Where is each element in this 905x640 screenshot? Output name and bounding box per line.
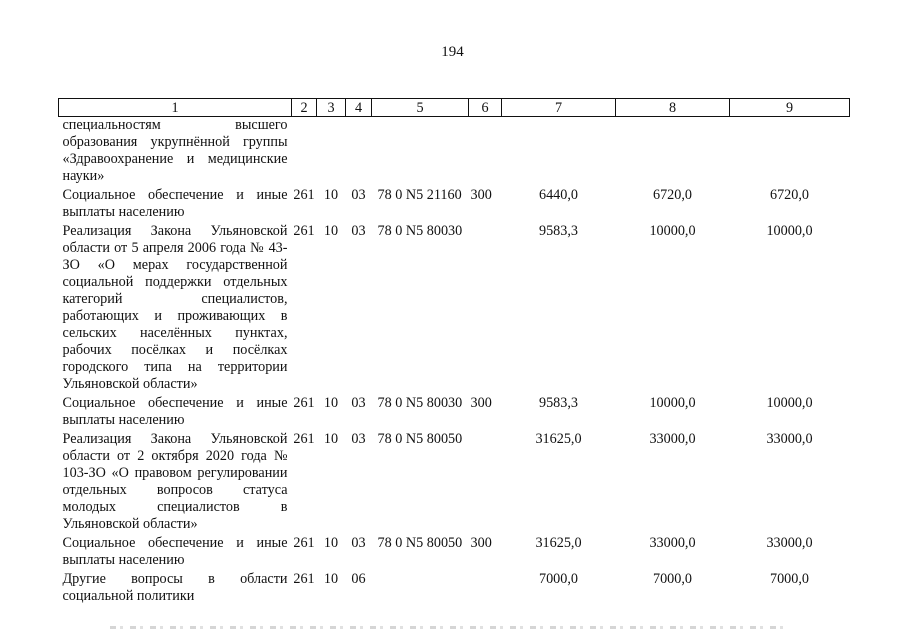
cell-section: 10 <box>323 431 339 447</box>
cell-amount-col7: 9583,3 <box>538 395 578 411</box>
cell-target-article: 78 0 N5 80050 <box>377 431 463 447</box>
cell-subsection: 03 <box>351 535 366 551</box>
row-name: Социальное обеспечение и иные выплаты населению <box>62 187 288 220</box>
table-header <box>59 99 850 117</box>
cell-amount-col9: 33000,0 <box>766 535 813 551</box>
cell-expense-type <box>469 223 502 395</box>
cell-ministry-code: 261 <box>293 535 315 551</box>
cell-amount-col9: 6720,0 <box>769 187 809 203</box>
cell-subsection: 06 <box>351 571 366 587</box>
cell-expense-type: 300 <box>470 395 492 411</box>
cell-amount-col8: 10000,0 <box>649 395 696 411</box>
cell-expense-type <box>469 117 502 188</box>
cell-section: 10 <box>323 187 339 203</box>
cell-target-article: 78 0 N5 21160 <box>377 187 462 203</box>
cell-amount-col7: 31625,0 <box>535 431 582 447</box>
cell-subsection: 03 <box>351 223 366 239</box>
row-name: Социальное обеспечение и иные выплаты населению <box>62 535 288 568</box>
cell-amount-col8 <box>616 117 730 188</box>
table-row <box>59 395 850 431</box>
cell-expense-type: 300 <box>470 187 492 203</box>
cell-amount-col7: 6440,0 <box>538 187 578 203</box>
cell-target-article: 78 0 N5 80030 <box>377 223 463 239</box>
cell-amount-col8: 33000,0 <box>649 431 696 447</box>
column-header-7: 7 <box>502 99 616 117</box>
scan-artifact-strip <box>110 626 790 629</box>
page-number: 194 <box>441 44 464 60</box>
cell-amount-col9: 10000,0 <box>766 223 813 239</box>
cell-amount-col8: 6720,0 <box>652 187 692 203</box>
cell-target-article <box>372 117 469 188</box>
column-header-2: 2 <box>292 99 317 117</box>
table-row <box>59 187 850 223</box>
cell-ministry-code: 261 <box>293 223 315 239</box>
table-row <box>59 431 850 535</box>
table-row <box>59 535 850 571</box>
cell-amount-col9 <box>730 117 850 188</box>
cell-section: 10 <box>323 223 339 239</box>
cell-target-article <box>372 571 469 607</box>
row-name: Социальное обеспечение и иные выплаты населению <box>62 395 288 428</box>
table-body <box>59 117 850 608</box>
cell-amount-col9: 10000,0 <box>766 395 813 411</box>
budget-table <box>58 98 850 607</box>
cell-amount-col8: 7000,0 <box>652 571 692 587</box>
cell-amount-col9: 33000,0 <box>766 431 813 447</box>
cell-ministry-code: 261 <box>293 571 315 587</box>
cell-ministry-code: 261 <box>293 431 315 447</box>
cell-amount-col9: 7000,0 <box>769 571 809 587</box>
column-header-3: 3 <box>317 99 346 117</box>
cell-expense-type: 300 <box>470 535 492 551</box>
table-row <box>59 117 850 188</box>
cell-subsection: 03 <box>351 431 366 447</box>
cell-target-article: 78 0 N5 80050 <box>377 535 463 551</box>
column-header-1: 1 <box>59 99 292 117</box>
cell-target-article: 78 0 N5 80030 <box>377 395 463 411</box>
column-header-6: 6 <box>469 99 502 117</box>
cell-section <box>317 117 346 188</box>
cell-section: 10 <box>323 395 339 411</box>
cell-amount-col7: 31625,0 <box>535 535 582 551</box>
cell-ministry-code <box>292 117 317 188</box>
column-header-4: 4 <box>346 99 372 117</box>
cell-amount-col7: 7000,0 <box>538 571 578 587</box>
cell-subsection <box>346 117 372 188</box>
table-row <box>59 571 850 607</box>
cell-ministry-code: 261 <box>293 395 315 411</box>
cell-expense-type <box>469 431 502 535</box>
cell-expense-type <box>469 571 502 607</box>
header-row <box>59 99 850 117</box>
cell-section: 10 <box>323 571 339 587</box>
column-header-9: 9 <box>730 99 850 117</box>
cell-subsection: 03 <box>351 187 366 203</box>
cell-amount-col8: 33000,0 <box>649 535 696 551</box>
row-name: Другие вопросы в области социальной политики <box>62 571 288 604</box>
column-header-8: 8 <box>616 99 730 117</box>
cell-amount-col8: 10000,0 <box>649 223 696 239</box>
cell-amount-col7: 9583,3 <box>538 223 578 239</box>
row-name: Реализация Закона Ульяновской области от 2 октября 2020 года № 103-ЗО «О правовом регулировании отдельных вопросов статуса молодых специалистов в Ульяновской области» <box>62 431 288 532</box>
row-name: специальностям высшего образования укрупнённой группы «Здравоохранение и медицинские науки» <box>62 117 288 184</box>
cell-section: 10 <box>323 535 339 551</box>
cell-amount-col7 <box>502 117 616 188</box>
cell-subsection: 03 <box>351 395 366 411</box>
row-name: Реализация Закона Ульяновской области от 5 апреля 2006 года № 43-ЗО «О мерах государственной социальной поддержки отдельных категорий специалистов, работающих и проживающих в сельских населённых пунктах, рабочих посёлках и посёлках городского типа на территории Ульяновской области» <box>62 223 288 392</box>
cell-ministry-code: 261 <box>293 187 315 203</box>
column-header-5: 5 <box>372 99 469 117</box>
table-row <box>59 223 850 395</box>
